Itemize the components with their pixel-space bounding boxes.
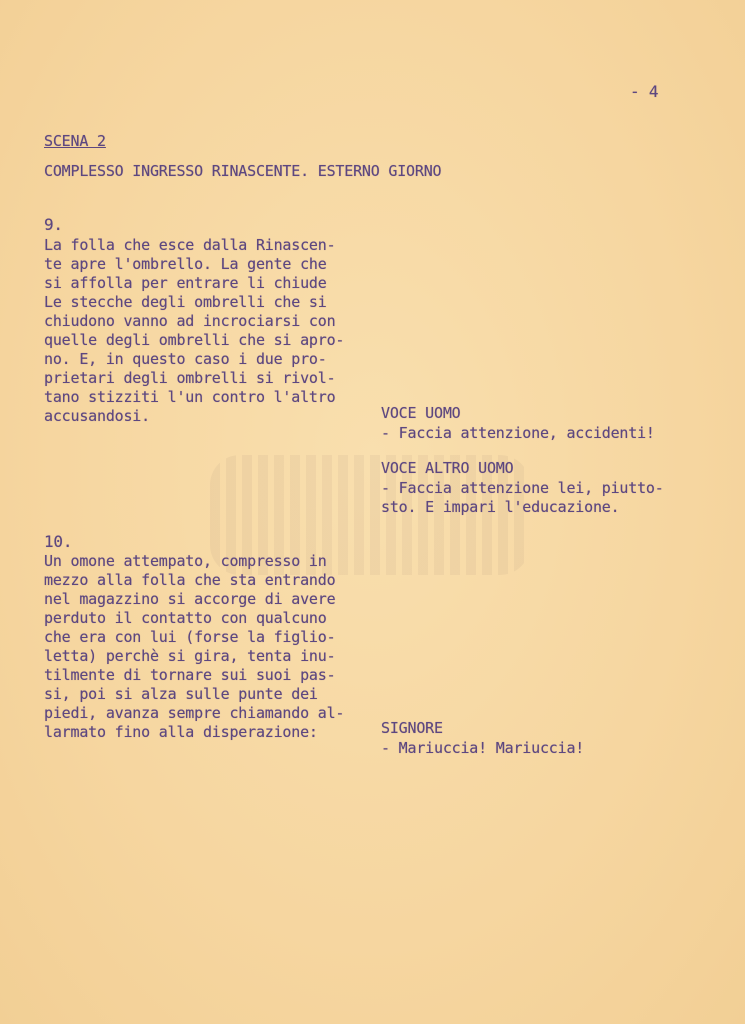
shot-number: 10. bbox=[44, 532, 73, 551]
description-line: La folla che esce dalla Rinascen- bbox=[44, 236, 336, 254]
description-line: prietari degli ombrelli si rivol- bbox=[44, 369, 336, 387]
dialogue-speaker: VOCE ALTRO UOMO bbox=[381, 459, 514, 477]
description-line: nel magazzino si accorge di avere bbox=[44, 590, 336, 608]
dialogue-speaker: VOCE UOMO bbox=[381, 404, 461, 422]
description-line: larmato fino alla disperazione: bbox=[44, 723, 318, 741]
page-number: - 4 bbox=[630, 82, 659, 101]
description-line: tilmente di tornare sui suoi pas- bbox=[44, 666, 336, 684]
description-line: te apre l'ombrello. La gente che bbox=[44, 255, 327, 273]
description-line: Le stecche degli ombrelli che si bbox=[44, 293, 327, 311]
dialogue-line: sto. E impari l'educazione. bbox=[381, 498, 620, 516]
scene-location: COMPLESSO INGRESSO RINASCENTE. ESTERNO GIORNO bbox=[44, 162, 442, 180]
description-line: Un omone attempato, compresso in bbox=[44, 552, 327, 570]
description-line: si affolla per entrare li chiude bbox=[44, 274, 327, 292]
description-line: accusandosi. bbox=[44, 407, 150, 425]
description-line: chiudono vanno ad incrociarsi con bbox=[44, 312, 336, 330]
description-line: si, poi si alza sulle punte dei bbox=[44, 685, 318, 703]
description-line: letta) perchè si gira, tenta inu- bbox=[44, 647, 336, 665]
dialogue-line: - Faccia attenzione, accidenti! bbox=[381, 424, 655, 442]
description-line: mezzo alla folla che sta entrando bbox=[44, 571, 336, 589]
shot-number: 9. bbox=[44, 215, 63, 234]
dialogue-line: - Mariuccia! Mariuccia! bbox=[381, 739, 585, 757]
scene-heading: SCENA 2 bbox=[44, 132, 106, 150]
description-line: quelle degli ombrelli che si apro- bbox=[44, 331, 345, 349]
description-line: piedi, avanza sempre chiamando al- bbox=[44, 704, 345, 722]
dialogue-line: - Faccia attenzione lei, piutto- bbox=[381, 479, 664, 497]
dialogue-speaker: SIGNORE bbox=[381, 719, 443, 737]
description-line: no. E, in questo caso i due pro- bbox=[44, 350, 327, 368]
description-line: che era con lui (forse la figlio- bbox=[44, 628, 336, 646]
description-line: perduto il contatto con qualcuno bbox=[44, 609, 327, 627]
description-line: tano stizziti l'un contro l'altro bbox=[44, 388, 336, 406]
